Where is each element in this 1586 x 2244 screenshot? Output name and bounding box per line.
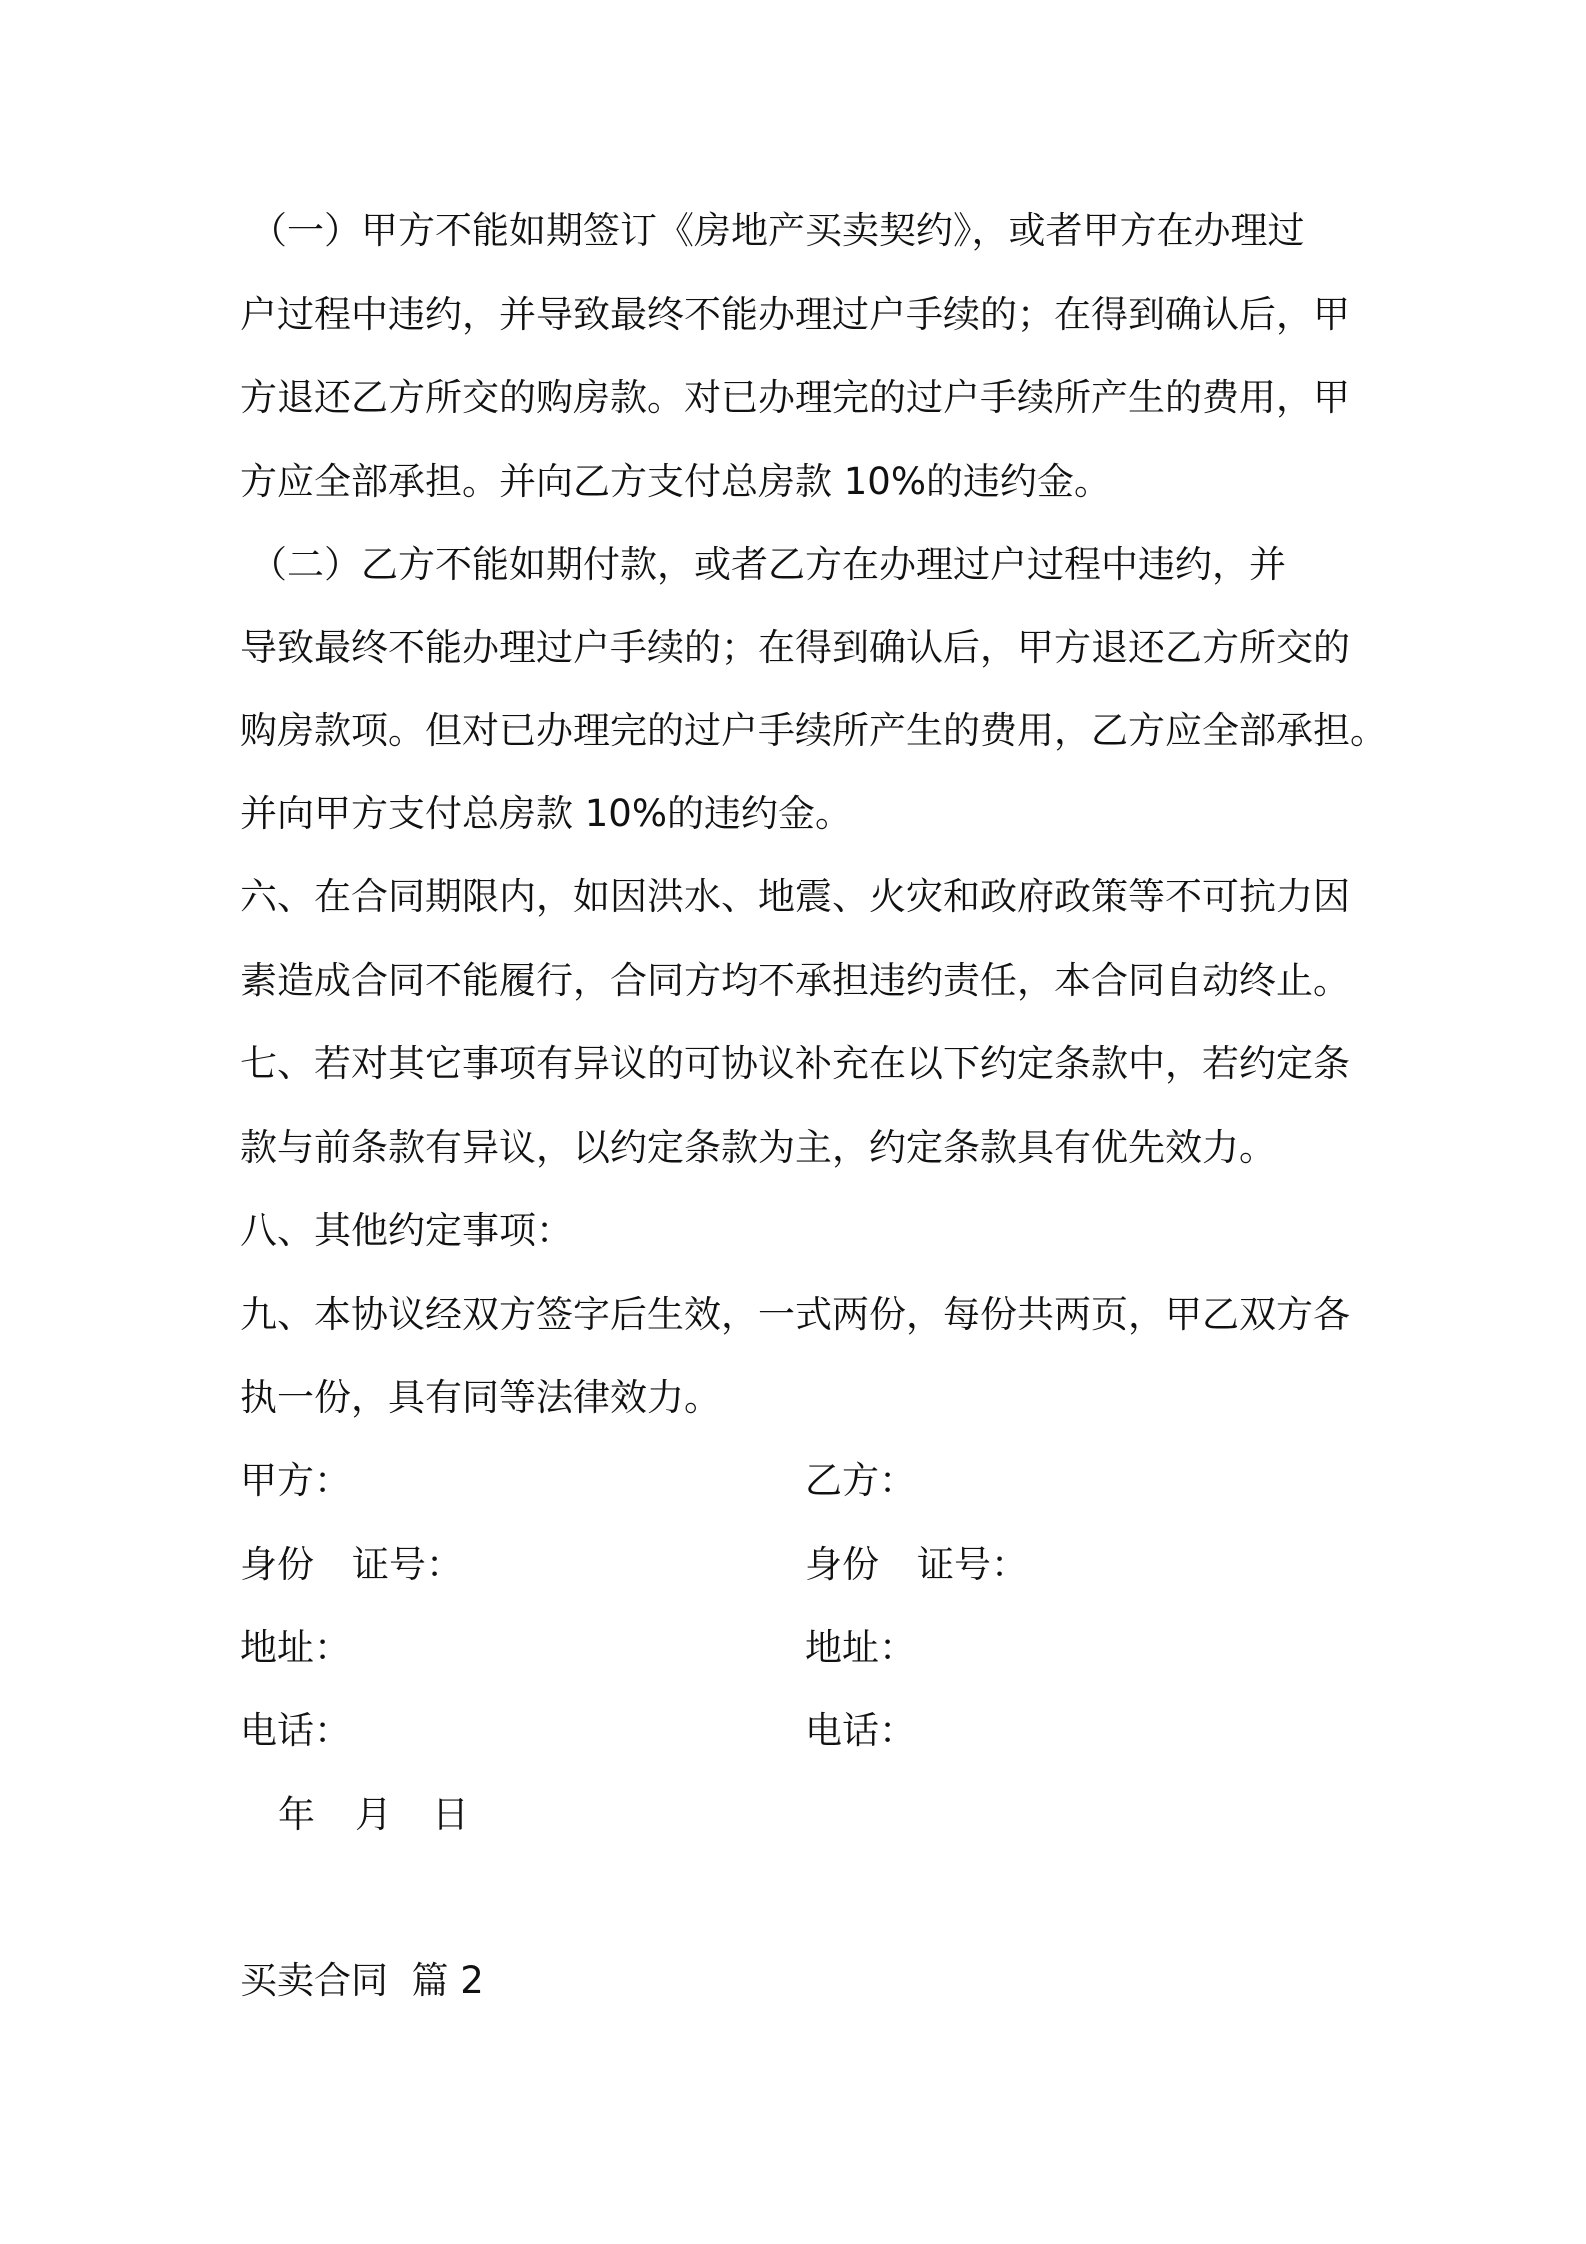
- party-a-id-label-part2: 证号：: [352, 1543, 463, 1586]
- party-a-id-label-part1: 身份: [240, 1543, 314, 1586]
- clause-5-sub2-line-2: 导致最终不能办理过户手续的；在得到确认后，甲方退还乙方所交的: [240, 626, 1350, 669]
- clause-6-line-1: 六、在合同期限内，如因洪水、地震、火灾和政府政策等不可抗力因: [240, 875, 1350, 918]
- date-day: 日: [432, 1793, 469, 1836]
- clause-5-sub2-line-4: 并向甲方支付总房款 10%的违约金。: [240, 792, 852, 835]
- party-a-phone-label: 电话：: [240, 1709, 351, 1752]
- clause-7-line-1: 七、若对其它事项有异议的可协议补充在以下约定条款中，若约定条: [240, 1042, 1350, 1085]
- clause-6-line-2: 素造成合同不能履行，合同方均不承担违约责任，本合同自动终止。: [240, 959, 1350, 1002]
- party-a-address-label: 地址：: [240, 1626, 351, 1669]
- clause-9-line-1: 九、本协议经双方签字后生效，一式两份，每份共两页，甲乙双方各: [240, 1293, 1350, 1336]
- party-b-phone-label: 电话：: [805, 1709, 916, 1752]
- party-a-id-field: [240, 1542, 463, 1588]
- clause-5-sub2-line-1: （二）乙方不能如期付款，或者乙方在办理过户过程中违约，并: [250, 543, 1286, 586]
- party-b-id-field: [805, 1542, 1028, 1588]
- party-a-label: 甲方：: [240, 1459, 351, 1502]
- clause-5-sub1-line-1: （一）甲方不能如期签订《房地产买卖契约》，或者甲方在办理过: [250, 209, 1305, 252]
- date-month: 月: [355, 1793, 392, 1836]
- next-section-title: 买卖合同 篇 2: [240, 1959, 484, 2002]
- clause-8: 八、其他约定事项：: [240, 1209, 573, 1252]
- party-b-id-label-part2: 证号：: [917, 1543, 1028, 1586]
- party-b-address-label: 地址：: [805, 1626, 916, 1669]
- party-b-label: 乙方：: [805, 1459, 916, 1502]
- clause-5-sub1-line-3: 方退还乙方所交的购房款。对已办理完的过户手续所产生的费用，甲: [240, 376, 1350, 419]
- clause-5-sub2-line-3: 购房款项。但对已办理完的过户手续所产生的费用，乙方应全部承担。: [240, 709, 1387, 752]
- clause-5-sub1-line-2: 户过程中违约，并导致最终不能办理过户手续的；在得到确认后，甲: [240, 293, 1350, 336]
- clause-9-line-2: 执一份，具有同等法律效力。: [240, 1376, 721, 1419]
- date-line: [278, 1792, 509, 1838]
- date-year: 年: [278, 1793, 315, 1836]
- clause-5-sub1-line-4: 方应全部承担。并向乙方支付总房款 10%的违约金。: [240, 460, 1111, 503]
- clause-7-line-2: 款与前条款有异议，以约定条款为主，约定条款具有优先效力。: [240, 1126, 1276, 1169]
- party-b-id-label-part1: 身份: [805, 1543, 879, 1586]
